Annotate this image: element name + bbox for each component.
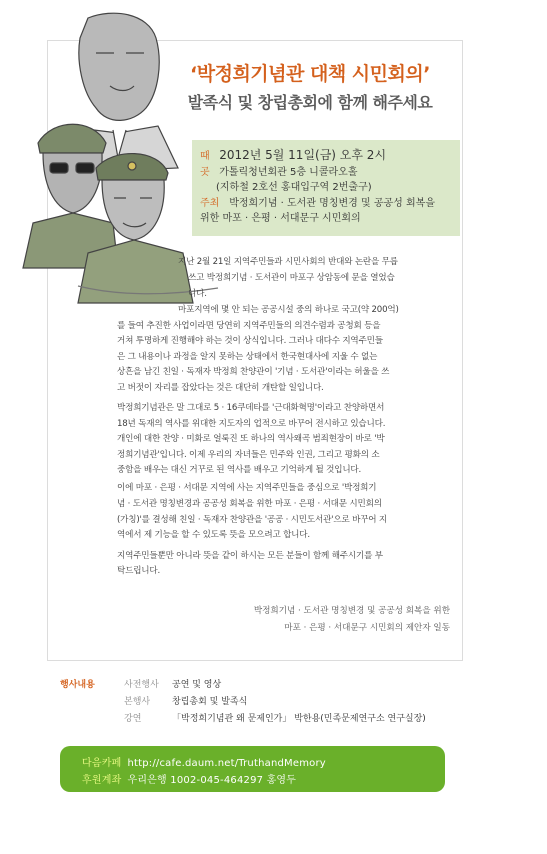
page-subtitle: 발족식 및 창립총회에 함께 해주세요: [187, 93, 433, 112]
body-line: 지난 2월 21일 지역주민들과 시민사회의 반대와 논란을 무릅: [178, 257, 398, 267]
info-where: [200, 165, 358, 180]
info-when-value: 2012년 5월 11일(금) 오후 2시: [219, 148, 387, 162]
info-host-value-1: 박정희기념 · 도서관 명칭변경 및 공공성 회복을: [229, 198, 435, 209]
info-where-sub: (지하철 2호선 홍대입구역 2번출구): [216, 182, 372, 193]
event-value: 창립총회 및 발족식: [172, 697, 248, 707]
body-line: 를 들여 추진한 사업이라면 당연히 지역주민들의 의견수렴과 공청회 등을: [117, 321, 381, 331]
body-line: 역에서 제 기능을 할 수 있도록 뜻을 모으려고 합니다.: [117, 530, 310, 540]
body-line: (가칭)'를 결성해 친일 · 독재자 찬양관을 '공공 · 시민도서관'으로 바꾸어 지: [117, 515, 388, 525]
account-value: 우리은행 1002-045-464297 홍영두: [127, 775, 297, 786]
page-title: ‘박정희기념관 대책 시민회의’: [190, 63, 430, 85]
cafe-label: 다음카페: [82, 758, 122, 769]
event-item: [124, 694, 247, 711]
event-label: 강연: [124, 714, 142, 724]
event-value: 「박정희기념관 왜 문제인가」 박한용(민족문제연구소 연구실장): [172, 714, 426, 724]
event-label: 본행사: [124, 697, 151, 707]
info-host: [200, 196, 435, 211]
signature-line-1: 박정희기념 · 도서관 명칭변경 및 공공성 회복을 위한: [253, 606, 450, 616]
signature-line-2: 마포 · 은평 · 서대문구 시민회의 제안자 일동: [284, 623, 450, 633]
body-line: 정희기념관'입니다. 이제 우리의 자녀들은 민주와 인권, 그리고 평화의 소: [117, 450, 380, 460]
info-when-label: 때: [200, 151, 210, 162]
body-line: 지역주민들뿐만 아니라 뜻을 같이 하시는 모든 분들이 함께 해주시기를 부: [117, 551, 383, 561]
event-value: 공연 및 영상: [172, 680, 222, 690]
body-line: 고 버젓이 자리를 잡았다는 것은 대단히 개탄할 일입니다.: [117, 383, 324, 393]
body-line: 박정희기념관은 말 그대로 5 · 16쿠데타를 '근대화혁명'이라고 찬양하면서: [117, 403, 385, 413]
events-heading: 행사내용: [60, 680, 95, 690]
body-line: 쓰고 박정희기념 · 도서관이 마포구 상암동에 문을 열었습: [188, 273, 395, 283]
event-item: [124, 677, 221, 694]
body-line: 념 · 도서관 명칭변경과 공공성 회복을 위한 마포 · 은평 · 서대문 시민회의: [117, 499, 382, 509]
body-line: 니다.: [188, 289, 207, 299]
cafe-line: [82, 754, 326, 769]
cafe-link[interactable]: http://cafe.daum.net/TruthandMemory: [127, 758, 326, 769]
body-line: 중함을 배우는 대신 거꾸로 된 역사를 배우고 기억하게 될 것입니다.: [117, 465, 362, 475]
body-line: 은 그 내용이나 과정을 알지 못하는 상태에서 한국현대사에 지울 수 없는: [117, 352, 378, 362]
event-label: 사전행사: [124, 680, 159, 690]
body-line: 개인에 대한 찬양 · 미화로 얼룩진 또 하나의 역사왜곡 범죄현장이 바로 '박: [117, 434, 385, 444]
body-line: 탁드립니다.: [117, 566, 161, 576]
contact-bar: [60, 746, 445, 792]
info-when: [200, 148, 386, 164]
body-line: 이에 마포 · 은평 · 서대문 지역에 사는 지역주민들을 중심으로 '박정희기: [117, 483, 377, 493]
body-line: 거쳐 투명하게 진행해야 하는 것이 상식입니다. 그러나 대다수 지역주민들: [117, 336, 383, 346]
account-line: [82, 771, 296, 786]
info-host-value-2: 위한 마포 · 은평 · 서대문구 시민회의: [200, 213, 361, 224]
body-line: 마포지역에 몇 안 되는 공공시설 중의 하나로 국고(약 200억): [178, 305, 399, 315]
info-where-label: 곳: [200, 167, 210, 178]
body-line: 상흔을 남긴 친일 · 독재자 박정희 찬양관이 '기념 · 도서관'이라는 허울을 쓰: [117, 367, 390, 377]
info-host-label: 주최: [200, 198, 220, 209]
info-where-value: 가톨릭청년회관 5층 니콜라오홀: [219, 167, 358, 178]
body-line: 18년 독재의 역사를 위대한 지도자의 업적으로 바꾸어 전시하고 있습니다.: [117, 419, 386, 429]
event-item: [124, 711, 426, 728]
account-label: 후원계좌: [82, 775, 122, 786]
